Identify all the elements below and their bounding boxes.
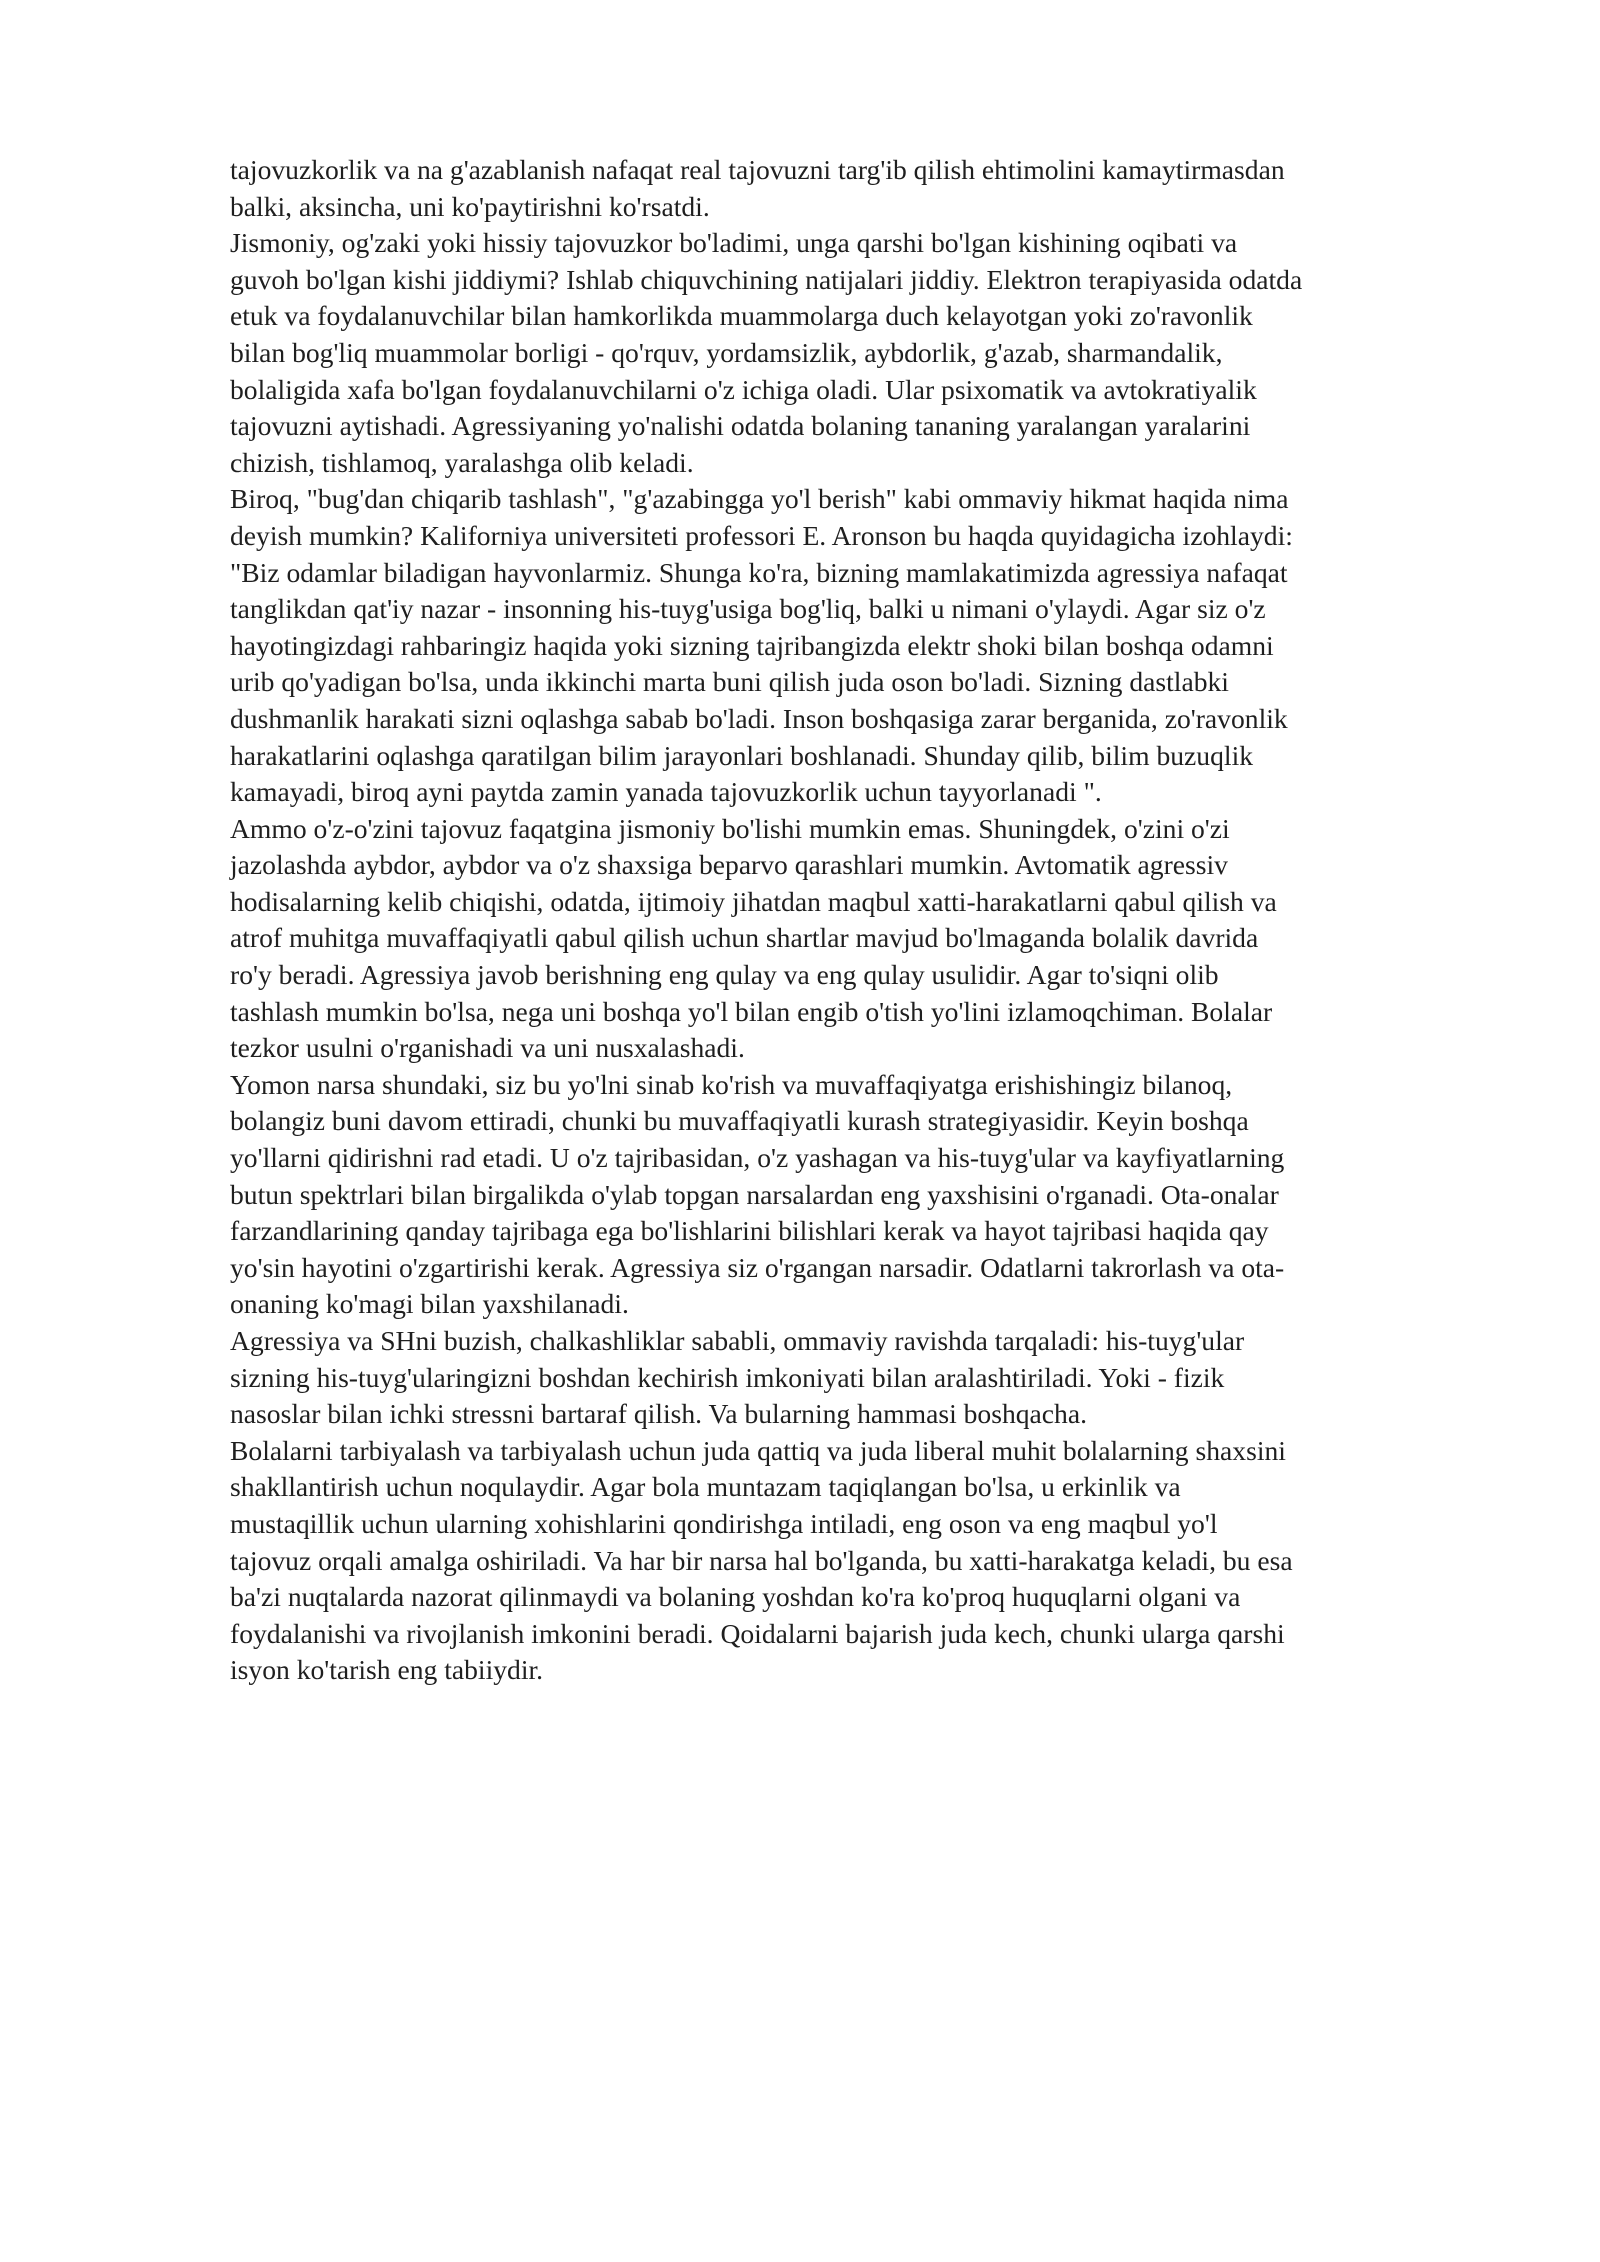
text-line: atrof muhitga muvaffaqiyatli qabul qilish uchun shartlar mavjud bo'lmaganda bolalik davrida [230,922,1259,954]
text-line: Biroq, "bug'dan chiqarib tashlash", "g'azabingga yo'l berish" kabi ommaviy hikmat haqida nima [230,483,1289,515]
text-line: harakatlarini oqlashga qaratilgan bilim jarayonlari boshlanadi. Shunday qilib, bilim buzuqlik [230,739,1254,771]
paragraph [230,225,1492,481]
text-line: onaning ko'magi bilan yaxshilanadi. [230,1288,629,1320]
paragraph [230,1433,1492,1689]
paragraph [230,481,1492,810]
text-line: ro'y beradi. Agressiya javob berishning eng qulay va eng qulay usulidir. Agar to'siqni olib [230,959,1219,991]
text-line: urib qo'yadigan bo'lsa, unda ikkinchi marta buni qilish juda oson bo'ladi. Sizning dastlabki [230,666,1229,698]
text-line: butun spektrlari bilan birgalikda o'ylab topgan narsalardan eng yaxshisini o'rganadi. Ota-onalar [230,1178,1279,1210]
text-line: isyon ko'tarish eng tabiiydir. [230,1654,544,1686]
text-line: balki, aksincha, uni ko'paytirishni ko'rsatdi. [230,190,710,222]
text-line: Ammo o'z-o'zini tajovuz faqatgina jismoniy bo'lishi mumkin emas. Shuningdek, o'zini o'zi [230,812,1230,844]
text-line: bilan bog'liq muammolar borligi - qo'rquv, yordamsizlik, aybdorlik, g'azab, sharmandalik, [230,336,1223,368]
text-line: guvoh bo'lgan kishi jiddiymi? Ishlab chiquvchining natijalari jiddiy. Elektron terapiyasida odatda [230,263,1303,295]
text-line: bolaligida xafa bo'lgan foydalanuvchilarni o'z ichiga oladi. Ular psixomatik va avtokratiyalik [230,373,1257,405]
text-line: yo'sin hayotini o'zgartirishi kerak. Agressiya siz o'rgangan narsadir. Odatlarni takrorlash va ota- [230,1251,1285,1283]
text-line: Jismoniy, og'zaki yoki hissiy tajovuzkor bo'ladimi, unga qarshi bo'lgan kishining oqibati va [230,227,1238,259]
text-line: nasoslar bilan ichki stressni bartaraf qilish. Va bularning hammasi boshqacha. [230,1398,1087,1430]
text-line: farzandlarining qanday tajribaga ega bo'lishlarini bilishlari kerak va hayot tajribasi haqida qay [230,1215,1269,1247]
paragraph [230,152,1492,225]
body-text [230,152,1492,1689]
text-line: ba'zi nuqtalarda nazorat qilinmaydi va bolaning yoshdan ko'ra ko'proq huquqlarni olgani va [230,1581,1241,1613]
text-line: tajovuz orqali amalga oshiriladi. Va har bir narsa hal bo'lganda, bu xatti-harakatga keladi, bu esa [230,1544,1293,1576]
text-line: kamayadi, biroq ayni paytda zamin yanada tajovuzkorlik uchun tayyorlanadi ". [230,776,1102,808]
text-line: tanglikdan qat'iy nazar - insonning his-tuyg'usiga bog'liq, balki u nimani o'ylaydi. Agar siz o'z [230,593,1266,625]
text-line: yo'llarni qidirishni rad etadi. U o'z tajribasidan, o'z yashagan va his-tuyg'ular va kayfiyatlarning [230,1142,1285,1174]
paragraph [230,1323,1492,1433]
text-line: foydalanishi va rivojlanish imkonini beradi. Qoidalarni bajarish juda kech, chunki ularga qarshi [230,1617,1285,1649]
text-line: shakllantirish uchun noqulaydir. Agar bola muntazam taqiqlangan bo'lsa, u erkinlik va [230,1471,1181,1503]
paragraph [230,1067,1492,1323]
text-line: hodisalarning kelib chiqishi, odatda, ijtimoiy jihatdan maqbul xatti-harakatlarni qabul qilish va [230,885,1277,917]
paragraph [230,811,1492,1067]
text-line: sizning his-tuyg'ularingizni boshdan kechirish imkoniyati bilan aralashtiriladi. Yoki - fizik [230,1361,1225,1393]
text-line: dushmanlik harakati sizni oqlashga sabab bo'ladi. Inson boshqasiga zarar berganida, zo'ravonlik [230,702,1288,734]
text-line: hayotingizdagi rahbaringiz haqida yoki sizning tajribangizda elektr shoki bilan boshqa odamni [230,629,1274,661]
text-line: tezkor usulni o'rganishadi va uni nusxalashadi. [230,1032,745,1064]
text-line: tashlash mumkin bo'lsa, nega uni boshqa yo'l bilan engib o'tish yo'lini izlamoqchiman. Bolalar [230,995,1273,1027]
text-line: deyish mumkin? Kaliforniya universiteti professori E. Aronson bu haqda quyidagicha izohlaydi: [230,519,1293,551]
text-line: Bolalarni tarbiyalash va tarbiyalash uchun juda qattiq va juda liberal muhit bolalarning shaxsini [230,1434,1286,1466]
text-line: mustaqillik uchun ularning xohishlarini qondirishga intiladi, eng oson va eng maqbul yo'l [230,1507,1218,1539]
text-line: tajovuzkorlik va na g'azablanish nafaqat real tajovuzni targ'ib qilish ehtimolini kamaytirmasdan [230,154,1285,185]
text-line: chizish, tishlamoq, yaralashga olib keladi. [230,446,694,478]
text-line: "Biz odamlar biladigan hayvonlarmiz. Shunga ko'ra, bizning mamlakatimizda agressiya nafaqat [230,556,1288,588]
text-line: Yomon narsa shundaki, siz bu yo'lni sinab ko'rish va muvaffaqiyatga erishishingiz bilanoq, [230,1068,1233,1100]
text-line: tajovuzni aytishadi. Agressiyaning yo'nalishi odatda bolaning tananing yaralangan yaralarini [230,410,1251,442]
text-line: Agressiya va SHni buzish, chalkashliklar sababli, ommaviy ravishda tarqaladi: his-tuyg'ular [230,1325,1245,1356]
text-line: bolangiz buni davom ettiradi, chunki bu muvaffaqiyatli kurash strategiyasidir. Keyin boshqa [230,1105,1249,1137]
text-line: jazolashda aybdor, aybdor va o'z shaxsiga beparvo qarashlari mumkin. Avtomatik agressiv [230,849,1228,881]
text-line: etuk va foydalanuvchilar bilan hamkorlikda muammolarga duch kelayotgan yoki zo'ravonlik [230,300,1253,332]
